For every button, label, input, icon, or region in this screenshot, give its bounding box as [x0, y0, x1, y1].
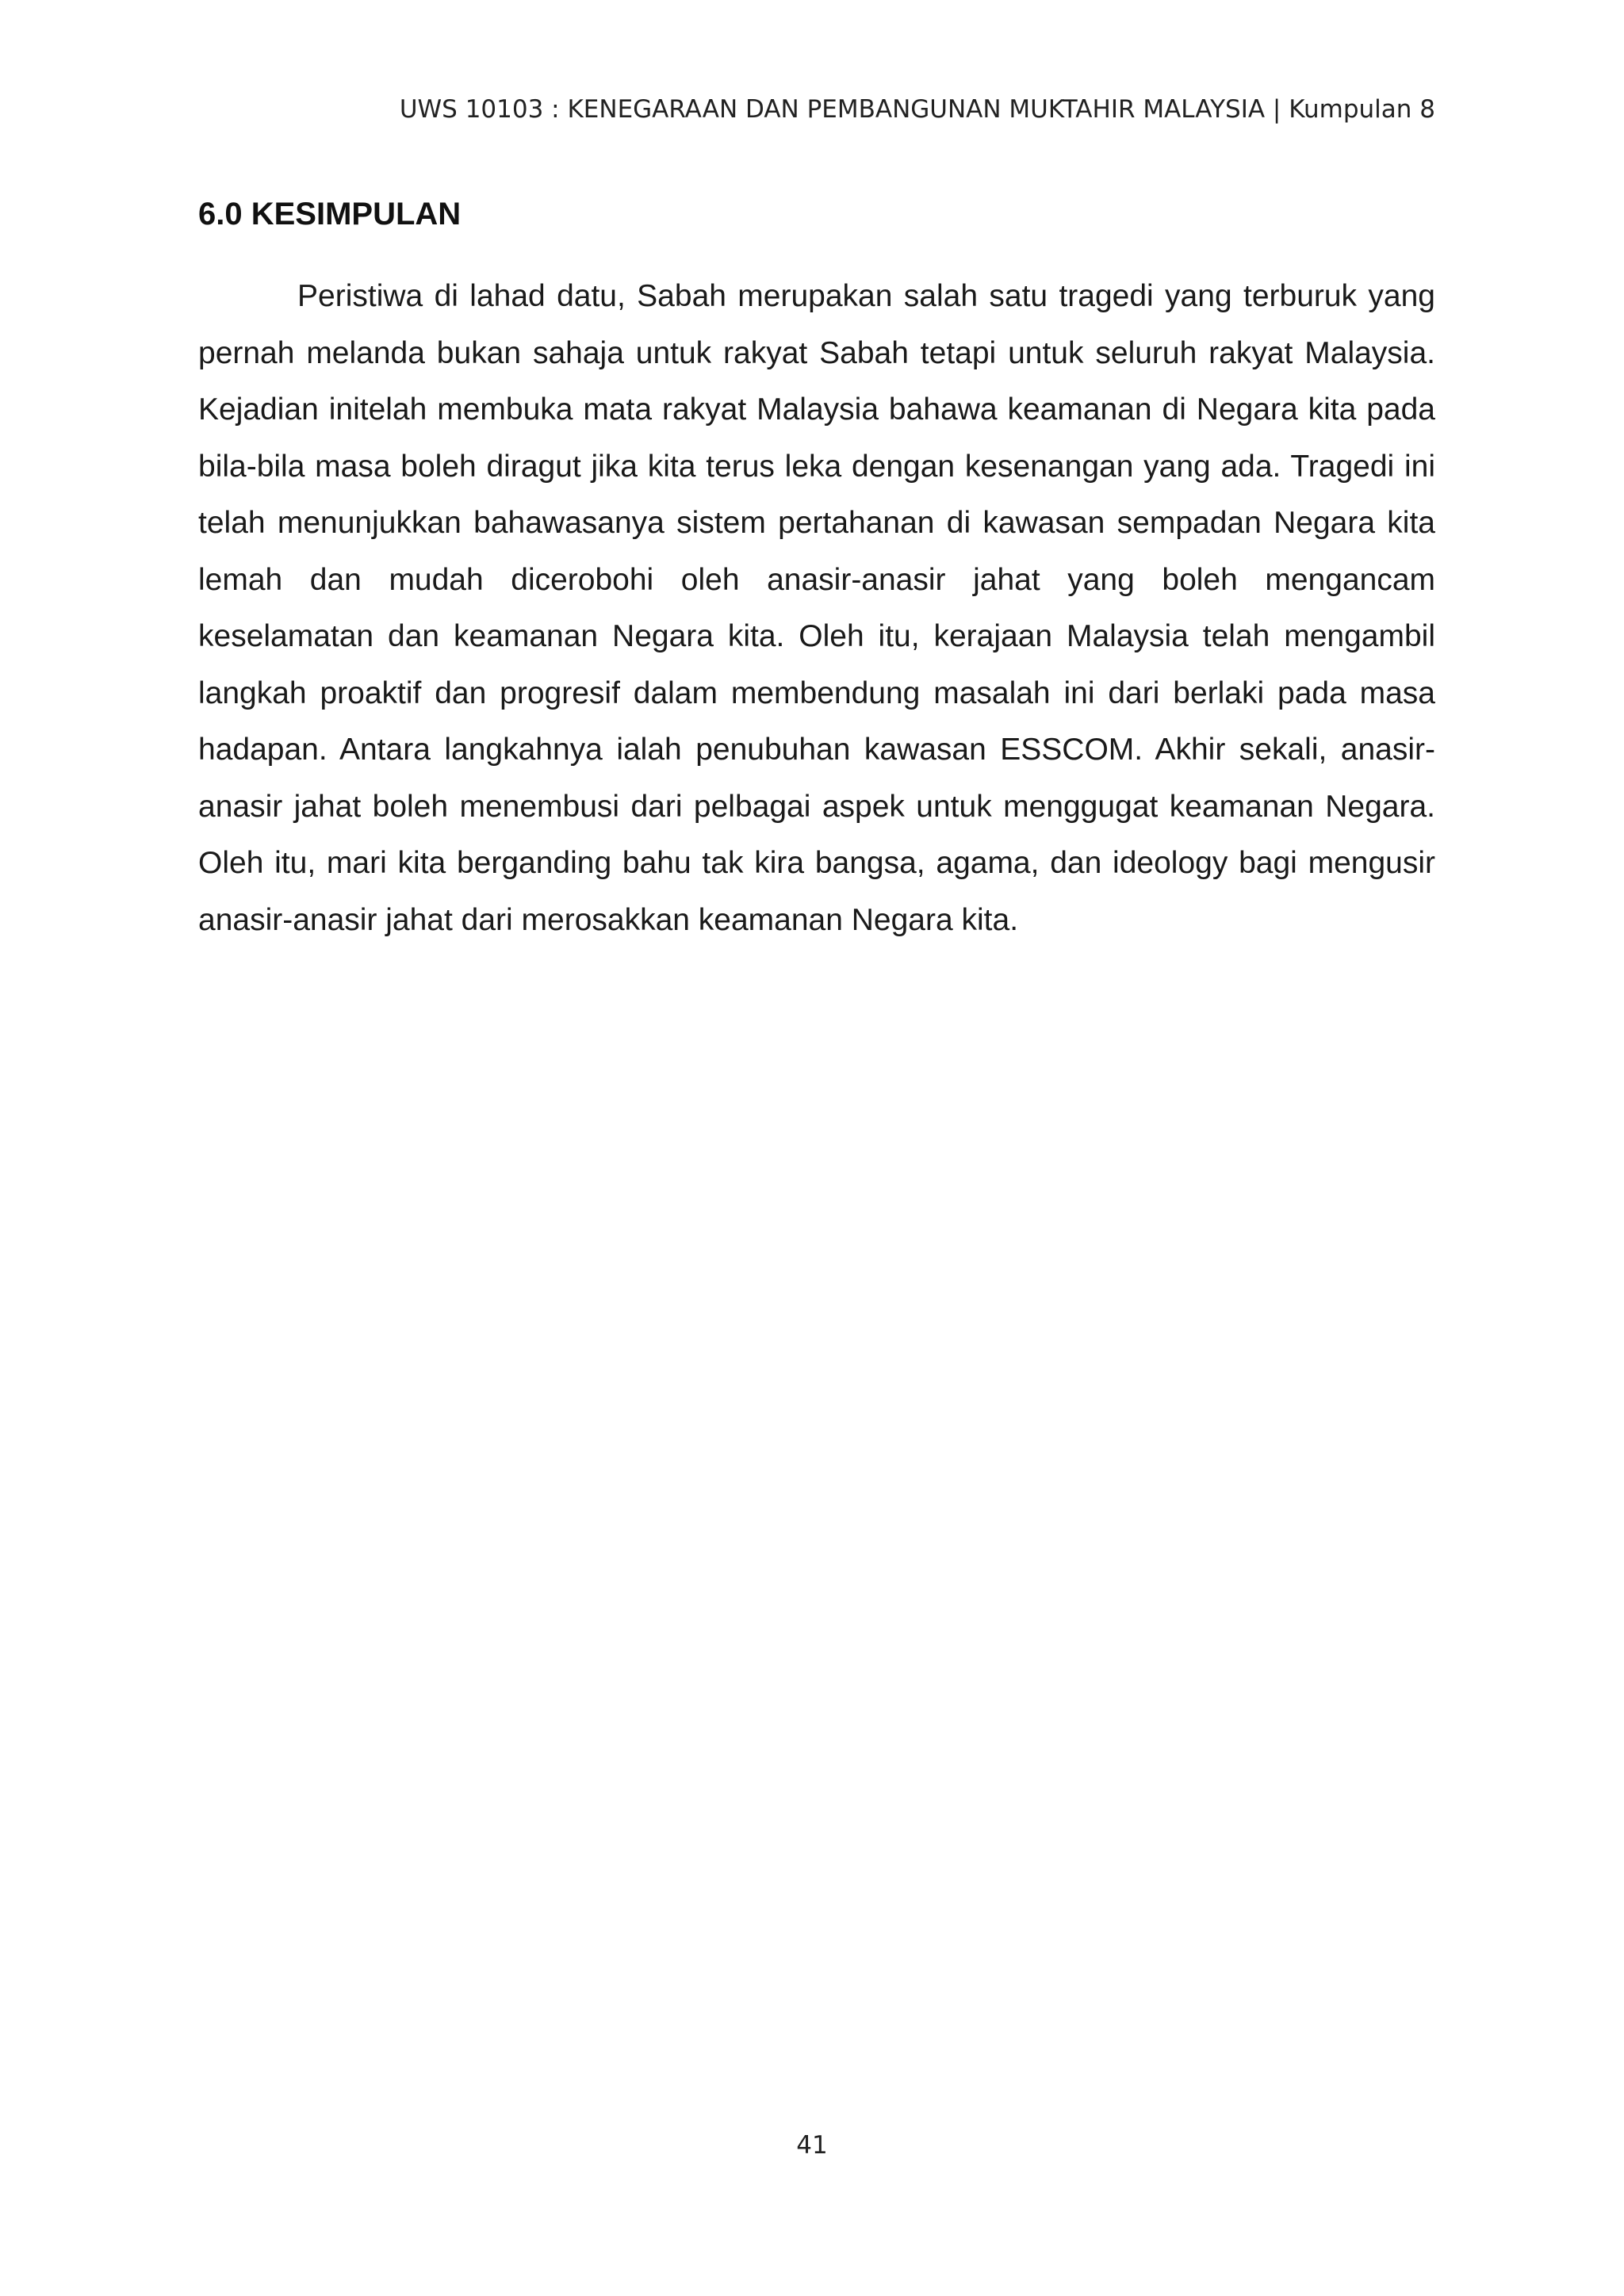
running-header: UWS 10103 : KENEGARAAN DAN PEMBANGUNAN MUKTAHIR MALAYSIA | Kumpulan 8	[399, 95, 1435, 124]
section-heading: 6.0 KESIMPULAN	[198, 197, 462, 232]
body-paragraph: Peristiwa di lahad datu, Sabah merupakan salah satu tragedi yang terburuk yang pernah melanda bukan sahaja untuk rakyat Sabah tetapi untuk seluruh rakyat Malaysia. Kejadian initelah membuka mata rakyat Malaysia bahawa keamanan di Negara kita pada bila-bila masa boleh diragut jika kita terus leka dengan kesenangan yang ada. Tragedi ini telah menunjukkan bahawasanya sistem pertahanan di kawasan sempadan Negara kita lemah dan mudah dicerobohi oleh anasir-anasir jahat yang boleh mengancam keselamatan dan keamanan Negara kita. Oleh itu, kerajaan Malaysia telah mengambil langkah proaktif dan progresif dalam membendung masalah ini dari berlaki pada masa hadapan. Antara langkahnya ialah penubuhan kawasan ESSCOM. Akhir sekali, anasir-anasir jahat boleh menembusi dari pelbagai aspek untuk menggugat keamanan Negara. Oleh itu, mari kita berganding bahu tak kira bangsa, agama, dan ideology bagi mengusir anasir-anasir jahat dari merosakkan keamanan Negara kita.	[198, 279, 1435, 937]
page-number: 41	[796, 2131, 828, 2160]
